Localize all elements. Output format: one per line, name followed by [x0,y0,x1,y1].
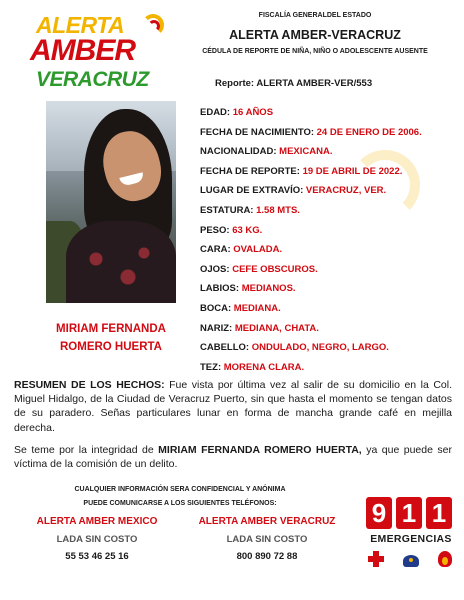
detail-row [200,240,460,260]
detail-value: 19 DE ABRIL DE 2022. [302,165,403,177]
detail-value: 1.58 MTS. [256,204,300,216]
detail-row [200,123,460,143]
agency-name: FISCALÍA GENERALDEL ESTADO [258,12,372,19]
confidential-notice: CUALQUIER INFORMACIÓN SERA CONFIDENCIAL Y ANÓNIMA [74,486,286,493]
detail-value: MEXICANA. [279,146,333,158]
emergency-label: EMERGENCIAS [370,533,452,545]
detail-value: MEDIANA. [233,302,281,314]
detail-row [200,142,460,162]
detail-value: MORENA CLARA. [223,361,305,373]
logo-line-amber: AMBER [30,34,135,67]
missing-person-photo [46,101,176,303]
detail-row [200,319,460,339]
detail-row [200,358,460,378]
detail-value: 16 AÑOS [232,107,274,118]
detail-label: PESO: [200,224,230,236]
medical-cross-icon [368,551,384,567]
detail-row [200,201,460,221]
risk-text-before: Se teme por la integridad de [14,444,159,456]
detail-row [200,338,460,358]
fire-icon [438,551,452,567]
digit-1: 1 [396,497,422,529]
detail-label: OJOS: [200,263,230,275]
detail-row [200,162,460,182]
detail-label: ESTATURA: [200,204,254,216]
page-title: ALERTA AMBER-VERACRUZ [229,28,401,42]
detail-row [200,299,460,319]
police-cap-icon [403,555,419,567]
detail-label: FECHA DE NACIMIENTO: [200,126,314,138]
summary-heading: RESUMEN DE LOS HECHOS: [14,379,165,391]
logo-line-veracruz: VERACRUZ [36,68,149,91]
detail-row [200,103,460,123]
contact-mexico-lada: LADA SIN COSTO [56,534,138,545]
digit-1-second: 1 [426,497,452,529]
page-subtitle: CÉDULA DE REPORTE DE NIÑA, NIÑO O ADOLESCENTE AUSENTE [202,48,428,55]
detail-label: NARIZ: [200,322,233,334]
detail-label: LABIOS: [200,283,240,295]
detail-label: CABELLO: [200,342,250,354]
detail-row [200,260,460,280]
contact-veracruz-lada: LADA SIN COSTO [226,534,308,545]
detail-value: CEFE OBSCUROS. [232,263,318,275]
detail-value: 24 DE ENERO DE 2006. [316,126,422,138]
summary-paragraph [14,378,452,435]
person-name-line1: MIRIAM FERNANDA [56,323,166,335]
summary-text: Fue vista por última vez al salir de su domicilio en la Col. Miguel Hidalgo, de la Ciudad de Veracruz Puerto, sin que hasta el momento se tengan datos de su paradero. Señas particulares lunar en forma de mancha grande café en mejilla derecha. [14,379,452,434]
detail-label: BOCA: [200,302,232,314]
detail-label: FECHA DE REPORTE: [200,165,300,177]
detail-label: CARA: [200,244,231,256]
person-name [30,320,192,356]
contact-veracruz-name: ALERTA AMBER VERACRUZ [198,516,336,527]
risk-person-name: MIRIAM FERNANDA ROMERO HUERTA, [158,444,362,456]
report-number: Reporte: ALERTA AMBER-VER/553 [215,78,373,89]
logo-line-alerta: ALERTA [36,12,125,38]
detail-value: OVALADA. [233,244,283,256]
detail-label: EDAD: [200,107,231,118]
contact-veracruz-phone[interactable]: 800 890 72 88 [236,551,298,562]
detail-value: 63 KG. [232,224,263,236]
detail-row [200,181,460,201]
detail-label: LUGAR DE EXTRAVÍO: [200,185,304,197]
signal-inner-icon [148,20,160,32]
detail-value: MEDIANOS. [241,283,296,295]
details-list [200,103,460,377]
detail-row [200,221,460,241]
detail-row [200,279,460,299]
detail-value: ONDULADO, NEGRO, LARGO. [251,342,389,354]
detail-label: TEZ: [200,361,222,373]
contact-mexico-phone[interactable]: 55 53 46 25 16 [65,551,129,562]
digit-9: 9 [366,497,392,529]
emergency-911-logo [366,497,456,577]
risk-text-after: ya que puede ser víctima de la comisión de un delito. [14,444,453,471]
detail-value: MEDIANA, CHATA. [234,322,319,334]
detail-label: NACIONALIDAD: [200,146,277,158]
contact-mexico-name: ALERTA AMBER MEXICO [36,516,158,527]
person-name-line2: ROMERO HUERTA [59,341,162,353]
detail-value: VERACRUZ, VER. [305,185,387,197]
alerta-amber-logo [30,10,170,90]
phones-notice: PUEDE COMUNICARSE A LOS SIGUIENTES TELÉFONOS: [83,500,277,507]
risk-paragraph [14,443,452,471]
